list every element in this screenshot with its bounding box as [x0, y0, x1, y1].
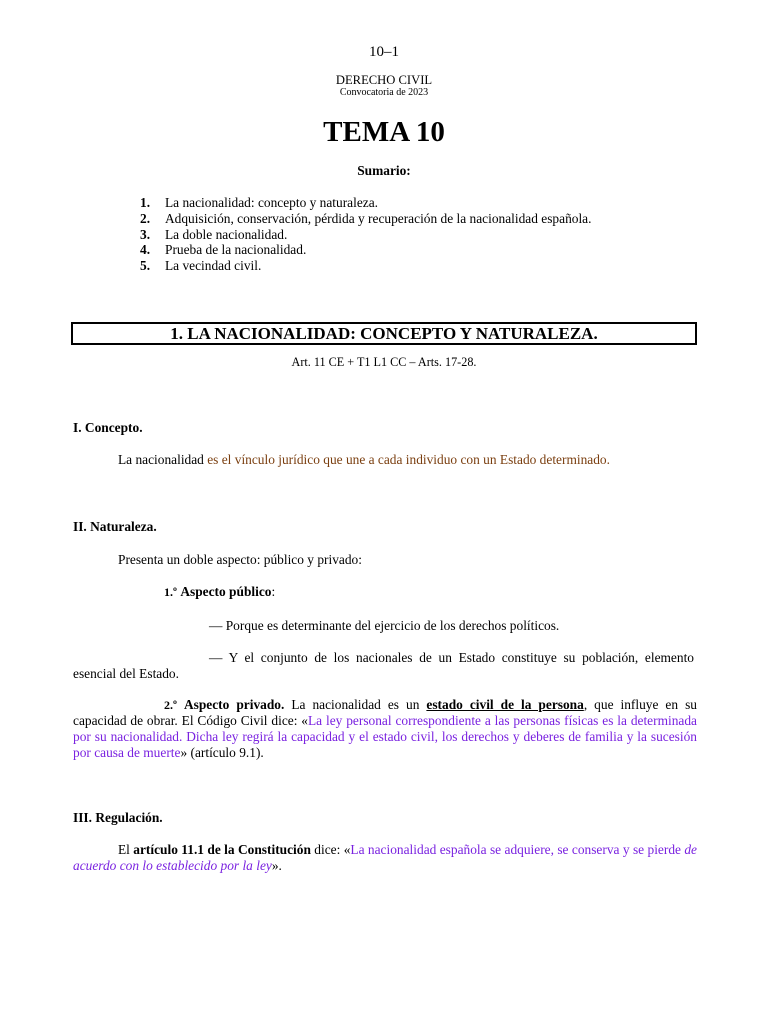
- summary-list: [140, 195, 700, 274]
- regulacion-paragraph: [73, 842, 697, 874]
- concepto-heading: I. Concepto.: [73, 420, 143, 435]
- aspecto-privado-text-2: , que influye en su capacidad de obrar. El Código Civil dice: «: [73, 697, 697, 729]
- list-item-number: 2.: [140, 210, 151, 226]
- article-reference: Art. 11 CE + T1 L1 CC – Arts. 17-28.: [291, 355, 477, 369]
- estado-civil-emphasis: estado civil de la persona: [426, 697, 584, 712]
- aspecto-publico-colon: :: [271, 584, 276, 599]
- naturaleza-intro: Presenta un doble aspecto: público y privado:: [118, 552, 362, 567]
- concepto-paragraph: [73, 452, 697, 468]
- concepto-definition: es el vínculo jurídico que une a cada individuo con un Estado determinado.: [207, 452, 610, 467]
- course-title: DERECHO CIVIL: [335, 73, 433, 87]
- aspecto-privado-label: Aspecto privado.: [183, 697, 285, 712]
- list-item: [140, 227, 700, 243]
- list-item-number: 3.: [140, 226, 151, 242]
- regulacion-text-2: dice: «: [310, 842, 351, 857]
- aspecto-publico-line: [164, 584, 275, 600]
- constitucion-reference: artículo 11.1 de la Constitución: [133, 842, 311, 857]
- aspecto-publico-number: 1.º: [164, 585, 177, 599]
- aspecto-privado-paragraph: [73, 697, 697, 761]
- concepto-lead: La nacionalidad: [118, 452, 208, 467]
- list-item-text: La doble nacionalidad.: [165, 226, 288, 242]
- aspecto-publico-label: Aspecto público: [180, 584, 272, 599]
- constitucion-quote: La nacionalidad española se adquiere, se conserva y se pierde: [350, 842, 685, 857]
- dash-item-2-line-2: esencial del Estado.: [73, 666, 179, 681]
- aspecto-privado-text-1: La nacionalidad es un: [284, 697, 427, 712]
- page-number: 10–1: [369, 44, 399, 60]
- regulacion-heading: III. Regulación.: [73, 810, 163, 825]
- list-item: [140, 211, 700, 227]
- aspecto-privado-text-3: » (artículo 9.1).: [180, 745, 264, 761]
- list-item: [140, 195, 700, 211]
- regulacion-text-1: El: [118, 842, 134, 857]
- convocatoria: Convocatoria de 2023: [339, 87, 429, 98]
- list-item-text: Prueba de la nacionalidad.: [165, 242, 307, 258]
- dash-item-1: — Porque es determinante del ejercicio de los derechos políticos.: [209, 618, 560, 633]
- list-item: [140, 258, 700, 274]
- section-title-box: 1. LA NACIONALIDAD: CONCEPTO Y NATURALEZA.: [71, 322, 697, 345]
- regulacion-text-3: ».: [271, 858, 282, 874]
- list-item-number: 1.: [140, 195, 151, 210]
- codigo-civil-quote: La ley personal correspondiente a las personas físicas es la determinada por su nacionalidad. Dicha ley regirá la capacidad y el estado civil, los derechos y deberes de familia y la sucesión por causa de muerte: [73, 713, 697, 761]
- aspecto-privado-number: 2.º: [164, 698, 177, 712]
- constitucion-quote-italic: de acuerdo con lo establecido por la ley: [73, 842, 697, 874]
- dash-item-2-line-1: — Y el conjunto de los nacionales de un Estado constituye su población, elemento: [209, 650, 694, 665]
- naturaleza-heading: II. Naturaleza.: [73, 519, 157, 534]
- list-item-text: Adquisición, conservación, pérdida y recuperación de la nacionalidad española.: [165, 210, 592, 226]
- sumario-heading: Sumario:: [357, 163, 411, 178]
- page-title: TEMA 10: [323, 116, 445, 148]
- list-item: [140, 242, 700, 258]
- list-item-text: La vecindad civil.: [165, 258, 262, 274]
- list-item-text: La nacionalidad: concepto y naturaleza.: [165, 195, 379, 210]
- list-item-number: 5.: [140, 258, 151, 274]
- list-item-number: 4.: [140, 242, 151, 258]
